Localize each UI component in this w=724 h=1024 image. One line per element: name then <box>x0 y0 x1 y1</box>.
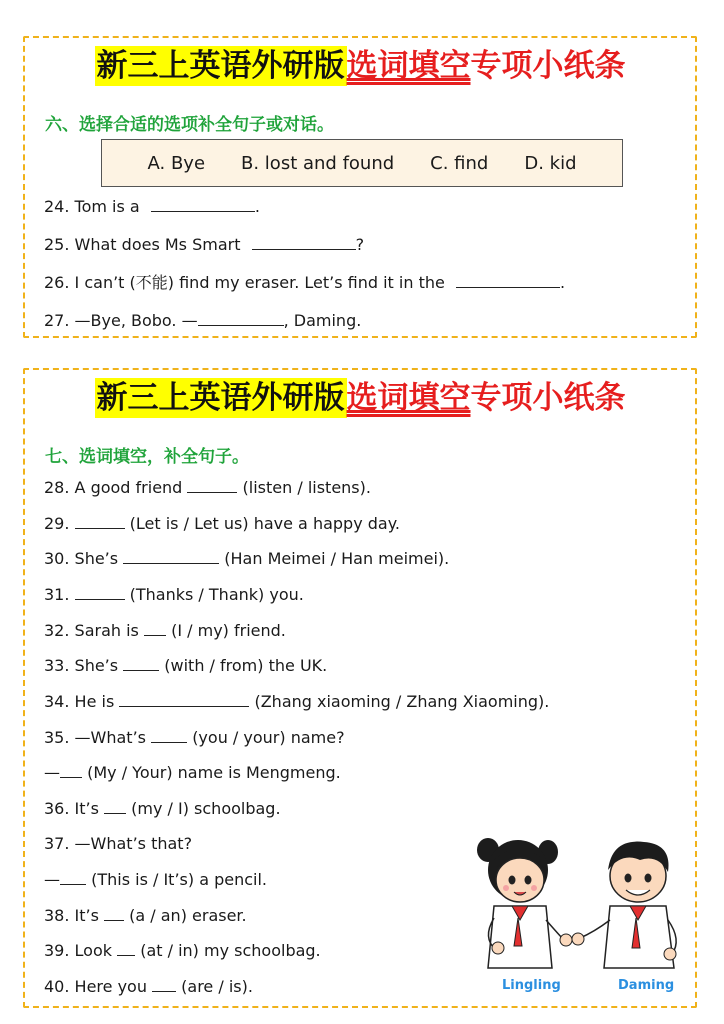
card1-title-tail: 专项小纸条 <box>470 48 626 84</box>
answer-blank[interactable] <box>144 620 166 636</box>
q27-text: 27. —Bye, Bobo. — <box>44 311 198 330</box>
answer-blank[interactable] <box>119 691 249 707</box>
answer-blank[interactable] <box>117 940 135 956</box>
answer-blank[interactable] <box>123 655 159 671</box>
q35-text: 35. —What’s <box>44 728 146 747</box>
q26-end: . <box>559 273 566 292</box>
q25-end: ? <box>355 235 365 254</box>
answer-blank[interactable] <box>151 727 187 743</box>
answer-blank[interactable] <box>75 513 125 529</box>
question-38 <box>44 905 247 927</box>
q34-text: 34. He is <box>44 692 115 711</box>
question-40 <box>44 976 253 998</box>
q29-text: 29. <box>44 514 70 533</box>
q31-text: 31. <box>44 585 70 604</box>
answer-blank[interactable] <box>252 234 356 250</box>
q26-text: 26. I can’t (不能) find my eraser. Let’s find it in the <box>44 273 445 292</box>
question-25 <box>44 234 364 256</box>
answer-blank[interactable] <box>104 798 126 814</box>
q33-text: 33. She’s <box>44 656 119 675</box>
question-31 <box>44 584 304 606</box>
q31-options: (Thanks / Thank) you. <box>129 585 304 604</box>
question-36 <box>44 798 281 820</box>
question-30 <box>44 548 449 570</box>
question-27 <box>44 310 361 332</box>
answer-blank[interactable] <box>187 477 237 493</box>
q30-options: (Han Meimei / Han meimei). <box>224 549 450 568</box>
question-33 <box>44 655 327 677</box>
question-35 <box>44 727 345 749</box>
question-37 <box>44 833 192 855</box>
option-c: C. find <box>430 152 489 174</box>
boy-figure <box>572 842 676 968</box>
kids-drawing <box>468 828 694 978</box>
q39-text: 39. Look <box>44 941 113 960</box>
q32-options: (I / my) friend. <box>171 621 286 640</box>
cartoon-kids-illustration <box>468 828 694 998</box>
girl-figure <box>477 838 572 968</box>
q29-options: (Let is / Let us) have a happy day. <box>129 514 400 533</box>
question-34 <box>44 691 549 713</box>
q37r-options: (This is / It’s) a pencil. <box>91 870 268 889</box>
q39-options: (at / in) my schoolbag. <box>140 941 321 960</box>
question-26 <box>44 272 565 294</box>
girl-name-label: Lingling <box>502 978 561 993</box>
section-six-heading: 六、选择合适的选项补全句子或对话。 <box>45 115 334 135</box>
q37r-dash: — <box>44 870 60 889</box>
card2-title-highlight: 新三上英语外研版 <box>96 380 345 416</box>
q36-options: (my / I) schoolbag. <box>131 799 281 818</box>
q32-text: 32. Sarah is <box>44 621 139 640</box>
answer-blank[interactable] <box>104 905 124 921</box>
question-24 <box>44 196 260 218</box>
option-d: D. kid <box>524 152 577 174</box>
q25-text: 25. What does Ms Smart <box>44 235 241 254</box>
q33-options: (with / from) the UK. <box>164 656 328 675</box>
card1-title <box>25 46 695 86</box>
question-32 <box>44 620 286 642</box>
question-35-reply <box>44 762 341 784</box>
answer-blank[interactable] <box>198 310 284 326</box>
q30-text: 30. She’s <box>44 549 119 568</box>
q28-text: 28. A good friend <box>44 478 183 497</box>
q40-options: (are / is). <box>181 977 253 996</box>
card2-title-underlined: 选词填空 <box>346 380 471 416</box>
answer-blank[interactable] <box>60 762 82 778</box>
q27-end: , Daming. <box>283 311 362 330</box>
worksheet-card-1 <box>23 36 697 338</box>
answer-blank[interactable] <box>60 869 86 885</box>
answer-blank[interactable] <box>151 196 255 212</box>
section-seven-heading: 七、选词填空，补全句子。 <box>45 447 249 467</box>
q35r-options: (My / Your) name is Mengmeng. <box>87 763 341 782</box>
q24-end: . <box>254 197 260 216</box>
q38-text: 38. It’s <box>44 906 99 925</box>
option-a: A. Bye <box>147 152 206 174</box>
answer-blank[interactable] <box>456 272 560 288</box>
q35-options: (you / your) name? <box>192 728 345 747</box>
card1-title-underlined: 选词填空 <box>346 48 471 84</box>
card1-title-highlight: 新三上英语外研版 <box>96 48 345 84</box>
q36-text: 36. It’s <box>44 799 99 818</box>
q28-options: (listen / listens). <box>242 478 371 497</box>
answer-blank[interactable] <box>152 976 176 992</box>
card2-title <box>25 378 695 418</box>
boy-name-label: Daming <box>618 978 675 993</box>
options-box <box>101 139 623 187</box>
worksheet-card-2 <box>23 368 697 1008</box>
question-29 <box>44 513 400 535</box>
option-b: B. lost and found <box>241 152 395 174</box>
question-39 <box>44 940 321 962</box>
q34-options: (Zhang xiaoming / Zhang Xiaoming). <box>254 692 550 711</box>
q35r-dash: — <box>44 763 60 782</box>
answer-blank[interactable] <box>123 548 219 564</box>
q40-text: 40. Here you <box>44 977 147 996</box>
q38-options: (a / an) eraser. <box>129 906 247 925</box>
card2-title-tail: 专项小纸条 <box>470 380 626 416</box>
answer-blank[interactable] <box>75 584 125 600</box>
question-37-reply <box>44 869 267 891</box>
q24-text: 24. Tom is a <box>44 197 140 216</box>
question-28 <box>44 477 371 499</box>
q37-text: 37. —What’s that? <box>44 834 193 853</box>
